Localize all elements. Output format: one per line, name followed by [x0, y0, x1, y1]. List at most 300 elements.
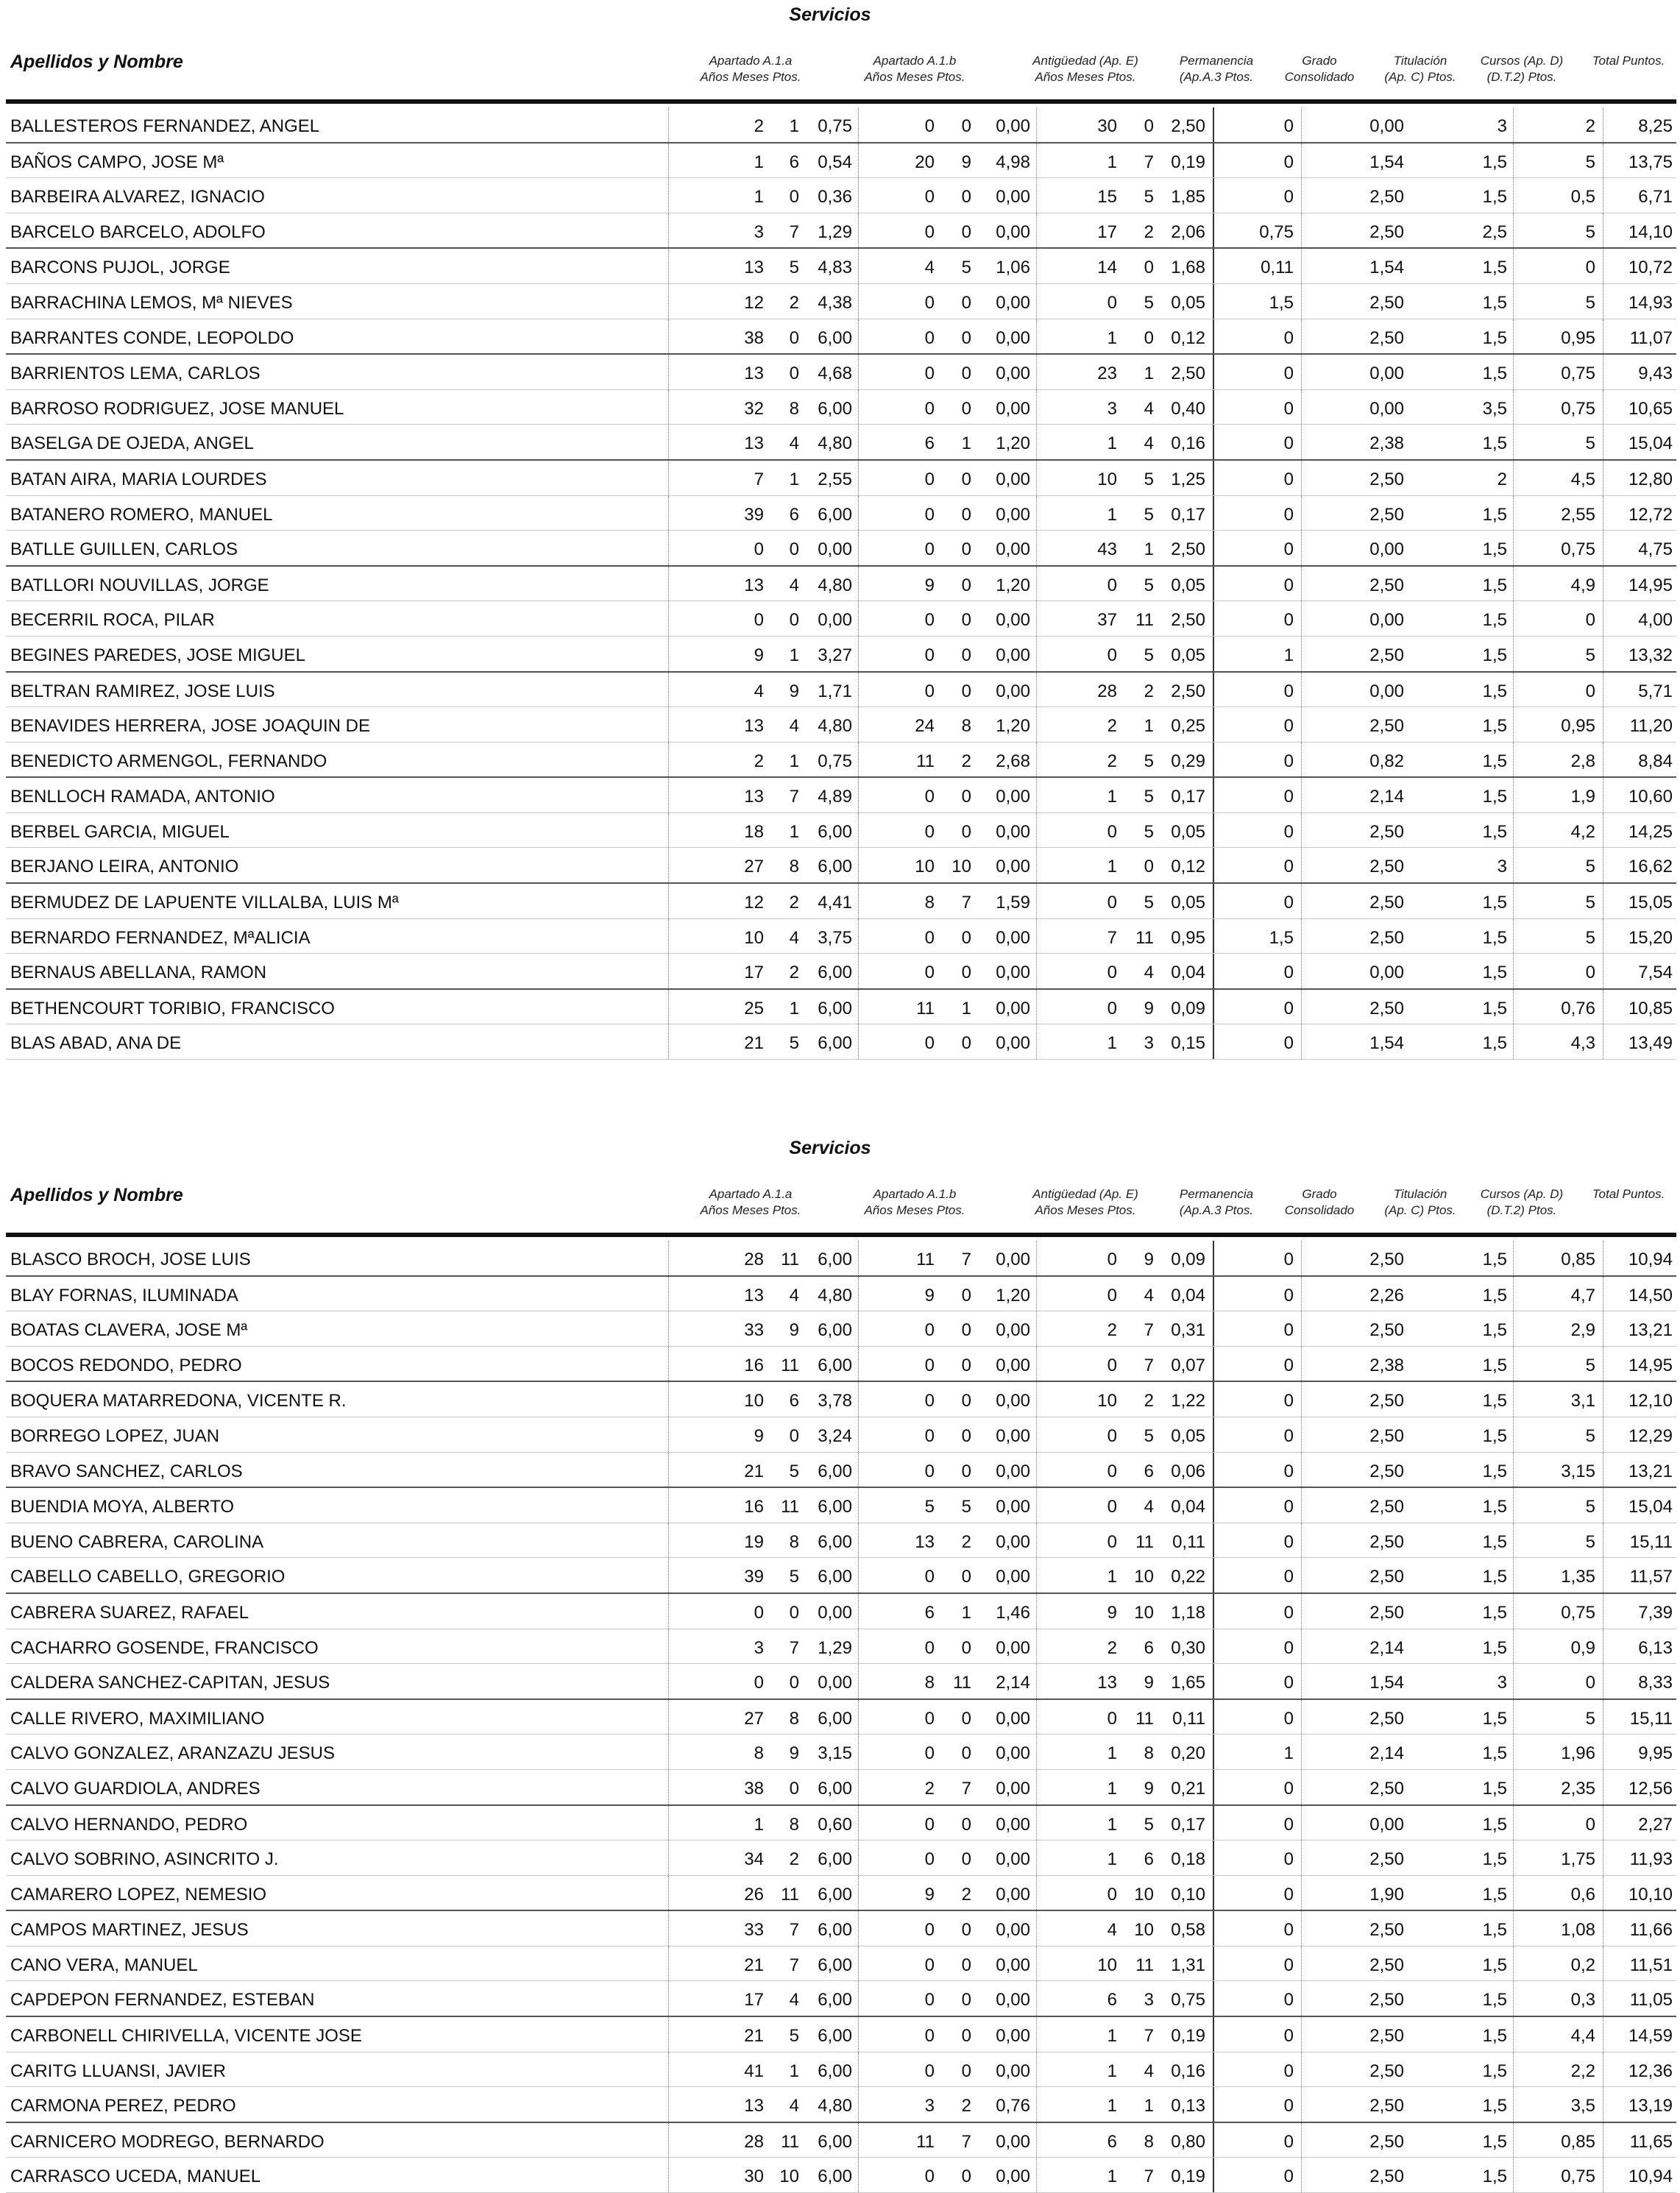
table-row — [6, 144, 1676, 179]
table-row — [6, 813, 1676, 848]
cell-a1a-points: 4,38 — [818, 292, 852, 313]
column-rule — [1301, 1382, 1302, 1417]
cell-total: 10,65 — [1628, 398, 1673, 419]
cell-titulacion: 1,5 — [1482, 1708, 1507, 1729]
column-rule — [1301, 319, 1302, 354]
column-rule — [1036, 743, 1037, 777]
cell-antig-months: 9 — [1144, 998, 1154, 1018]
column-rule — [1513, 1594, 1514, 1629]
cell-name: BORREGO LOPEZ, JUAN — [10, 1425, 220, 1446]
column-rule — [858, 919, 859, 954]
table-row — [6, 1453, 1676, 1489]
cell-antig-points: 0,58 — [1171, 1920, 1205, 1941]
column-rule — [1213, 213, 1214, 248]
cell-a1a-points: 6,00 — [818, 1567, 852, 1587]
cell-permanencia: 0 — [1283, 187, 1294, 208]
column-rule — [668, 425, 669, 459]
column-rule — [1513, 178, 1514, 213]
table-row — [6, 1311, 1676, 1347]
cell-a1a-years: 16 — [744, 1355, 764, 1375]
cell-a1b-years: 24 — [915, 716, 935, 737]
cell-antig-years: 17 — [1097, 222, 1117, 242]
column-rule — [668, 637, 669, 671]
column-rule — [668, 355, 669, 389]
column-rule — [1036, 1277, 1037, 1311]
cell-cursos: 5 — [1585, 1355, 1595, 1375]
cell-a1a-months: 9 — [789, 1743, 799, 1764]
cell-a1b-years: 0 — [924, 292, 935, 313]
column-rule — [1213, 425, 1214, 459]
column-rule — [1213, 1981, 1214, 2016]
column-rule — [668, 778, 669, 812]
column-rule — [1213, 355, 1214, 389]
cell-name: CALVO GONZALEZ, ARANZAZU JESUS — [10, 1743, 335, 1764]
cell-total: 8,84 — [1638, 751, 1673, 771]
cell-antig-years: 37 — [1097, 610, 1117, 631]
column-rule — [1213, 144, 1214, 178]
table-row — [6, 355, 1676, 390]
cell-a1b-years: 8 — [924, 893, 935, 913]
cell-a1a-years: 10 — [744, 1391, 764, 1411]
cell-titulacion: 1,5 — [1482, 1355, 1507, 1375]
cell-total: 6,13 — [1638, 1637, 1673, 1658]
cell-total: 11,20 — [1629, 716, 1673, 737]
table-row — [6, 2158, 1676, 2193]
column-rule — [1301, 1241, 1302, 1275]
cell-antig-months: 0 — [1144, 327, 1154, 348]
cell-total: 14,95 — [1628, 1355, 1673, 1375]
cell-permanencia: 0 — [1283, 1673, 1294, 1693]
cell-a1a-years: 21 — [744, 1033, 764, 1054]
cell-a1a-years: 13 — [744, 1285, 764, 1305]
header-name: Apellidos y Nombre — [10, 1185, 183, 1205]
cell-a1a-years: 7 — [754, 469, 764, 489]
cell-grado: 2,50 — [1369, 1531, 1404, 1552]
column-rule — [1036, 496, 1037, 531]
cell-name: BALLESTEROS FERNANDEZ, ANGEL — [10, 116, 320, 136]
cell-a1a-months: 0 — [789, 327, 799, 348]
cell-a1b-years: 0 — [924, 1461, 935, 1481]
cell-grado: 2,50 — [1369, 645, 1404, 665]
cell-total: 15,11 — [1629, 1708, 1673, 1729]
cell-total: 8,33 — [1638, 1673, 1673, 1693]
cell-titulacion: 1,5 — [1482, 1391, 1507, 1411]
cell-a1b-years: 11 — [916, 751, 935, 771]
table-row — [6, 284, 1676, 319]
cell-grado: 2,50 — [1369, 2026, 1404, 2047]
column-rule — [1036, 1911, 1037, 1946]
column-rule — [1301, 1417, 1302, 1452]
cell-titulacion: 1,5 — [1482, 1602, 1507, 1623]
cell-antig-years: 0 — [1107, 1355, 1117, 1375]
column-rule — [1513, 601, 1514, 636]
column-rule — [1513, 1311, 1514, 1346]
cell-a1a-months: 0 — [789, 539, 799, 560]
cell-grado: 2,50 — [1369, 327, 1404, 348]
column-rule — [1301, 496, 1302, 531]
column-rule — [1301, 990, 1302, 1024]
column-rule — [1513, 1806, 1514, 1841]
column-rule — [1213, 2017, 1214, 2052]
cell-antig-months: 8 — [1144, 1743, 1154, 1764]
column-rule — [1213, 1523, 1214, 1558]
cell-titulacion: 1,5 — [1482, 433, 1507, 454]
column-rule — [668, 884, 669, 918]
cell-antig-years: 0 — [1107, 645, 1117, 665]
cell-antig-months: 11 — [1135, 1708, 1154, 1729]
cell-permanencia: 0 — [1283, 1955, 1294, 1975]
column-rule — [1513, 284, 1514, 319]
column-rule — [1301, 425, 1302, 459]
column-rule — [1036, 1946, 1037, 1981]
column-rule — [1213, 1277, 1214, 1311]
column-rule — [1513, 496, 1514, 531]
column-rule — [858, 1735, 859, 1769]
cell-titulacion: 1,5 — [1482, 1778, 1507, 1799]
cell-cursos: 1,96 — [1561, 1743, 1595, 1764]
column-rule — [858, 884, 859, 918]
cell-a1a-years: 2 — [754, 116, 764, 136]
column-rule — [668, 601, 669, 636]
cell-a1b-points: 0,00 — [996, 398, 1030, 419]
cell-name: CARNICERO MODREGO, BERNARDO — [10, 2131, 325, 2152]
cell-name: CALVO HERNANDO, PEDRO — [10, 1814, 248, 1835]
column-rule — [858, 1523, 859, 1558]
cell-a1a-years: 9 — [754, 1425, 764, 1446]
cell-total: 9,43 — [1638, 364, 1673, 384]
column-rule — [1513, 2087, 1514, 2122]
cell-name: BLAS ABAD, ANA DE — [10, 1033, 182, 1054]
column-rule — [1213, 249, 1214, 283]
column-rule — [1513, 1981, 1514, 2016]
column-rule — [1036, 107, 1037, 142]
column-rule — [1301, 1629, 1302, 1664]
cell-a1a-years: 34 — [744, 1849, 764, 1870]
column-rule — [858, 213, 859, 248]
column-rule — [1036, 1629, 1037, 1664]
cell-cursos: 0,75 — [1561, 1602, 1595, 1623]
cell-a1b-months: 2 — [961, 2096, 971, 2116]
cell-a1a-months: 4 — [789, 2096, 799, 2116]
cell-cursos: 5 — [1585, 1531, 1595, 1552]
cell-antig-points: 2,50 — [1171, 539, 1205, 560]
cell-a1a-months: 2 — [789, 893, 799, 913]
cell-a1a-months: 10 — [779, 2167, 799, 2187]
column-rule — [668, 1594, 669, 1629]
cell-grado: 0,00 — [1369, 398, 1404, 419]
column-rule — [858, 461, 859, 495]
cell-titulacion: 1,5 — [1482, 364, 1507, 384]
cell-a1b-months: 11 — [953, 1673, 971, 1693]
column-rule — [1036, 673, 1037, 707]
column-rule — [1036, 144, 1037, 178]
cell-a1a-months: 2 — [789, 1849, 799, 1870]
cell-cursos: 0,5 — [1570, 187, 1595, 208]
cell-name: BETHENCOURT TORIBIO, FRANCISCO — [10, 998, 335, 1018]
cell-a1b-months: 0 — [961, 327, 971, 348]
header-grado: Grado Consolidado — [1284, 54, 1355, 84]
column-rule — [1301, 144, 1302, 178]
cell-a1b-points: 0,00 — [996, 1708, 1030, 1729]
cell-antig-months: 11 — [1135, 927, 1154, 948]
cell-a1b-points: 0,00 — [996, 292, 1030, 313]
cell-a1b-months: 0 — [961, 292, 971, 313]
column-rule — [858, 813, 859, 848]
cell-antig-months: 5 — [1144, 469, 1154, 489]
cell-antig-points: 1,18 — [1171, 1602, 1205, 1623]
table-row — [6, 1806, 1676, 1841]
cell-permanencia: 1 — [1283, 645, 1294, 665]
cell-a1a-points: 0,00 — [818, 610, 852, 631]
column-rule — [1513, 990, 1514, 1024]
cell-permanencia: 0 — [1283, 1920, 1294, 1941]
column-rule — [1036, 1700, 1037, 1735]
cell-a1a-years: 13 — [744, 364, 764, 384]
column-rule — [1513, 1523, 1514, 1558]
cell-a1a-points: 4,41 — [818, 893, 852, 913]
cell-antig-years: 1 — [1107, 1814, 1117, 1835]
column-rule — [1036, 1770, 1037, 1804]
cell-grado: 2,50 — [1369, 893, 1404, 913]
section-title: Servicios — [789, 1138, 871, 1158]
cell-total: 11,05 — [1629, 1990, 1673, 2010]
cell-antig-points: 0,13 — [1171, 2096, 1205, 2116]
cell-antig-months: 5 — [1144, 645, 1154, 665]
cell-titulacion: 1,5 — [1482, 152, 1507, 172]
table-row — [6, 2123, 1676, 2158]
table-row — [6, 673, 1676, 708]
cell-antig-months: 5 — [1144, 575, 1154, 595]
cell-a1a-years: 30 — [744, 2167, 764, 2187]
column-rule — [668, 567, 669, 601]
column-rule — [1036, 1417, 1037, 1452]
cell-antig-points: 0,04 — [1171, 963, 1205, 983]
cell-antig-points: 0,19 — [1171, 2026, 1205, 2047]
cell-titulacion: 1,5 — [1482, 1531, 1507, 1552]
cell-antig-years: 2 — [1107, 751, 1117, 771]
cell-total: 11,07 — [1629, 327, 1673, 348]
cell-name: BECERRIL ROCA, PILAR — [10, 610, 215, 631]
cell-a1a-points: 6,00 — [818, 1849, 852, 1870]
cell-titulacion: 1,5 — [1482, 504, 1507, 525]
column-rule — [858, 1024, 859, 1059]
cell-permanencia: 0 — [1283, 116, 1294, 136]
cell-a1b-points: 0,00 — [996, 1955, 1030, 1975]
column-rule — [1036, 884, 1037, 918]
column-rule — [1301, 390, 1302, 425]
cell-a1a-months: 1 — [789, 998, 799, 1018]
cell-titulacion: 1,5 — [1482, 539, 1507, 560]
column-rule — [1301, 1664, 1302, 1698]
cell-name: BARCONS PUJOL, JORGE — [10, 258, 230, 278]
cell-antig-years: 9 — [1107, 1602, 1117, 1623]
cell-antig-years: 0 — [1107, 1461, 1117, 1481]
column-rule — [858, 144, 859, 178]
cell-antig-months: 1 — [1144, 364, 1154, 384]
cell-a1a-months: 2 — [789, 963, 799, 983]
table-row — [6, 1735, 1676, 1770]
cell-a1b-years: 11 — [916, 1250, 935, 1269]
cell-a1a-points: 0,36 — [818, 187, 852, 208]
cell-total: 7,54 — [1638, 963, 1673, 983]
cell-cursos: 0,75 — [1561, 364, 1595, 384]
cell-titulacion: 1,5 — [1482, 998, 1507, 1018]
cell-antig-points: 0,16 — [1171, 2061, 1205, 2081]
cell-a1b-years: 0 — [924, 539, 935, 560]
column-rule — [1513, 107, 1514, 142]
cell-antig-years: 15 — [1097, 187, 1117, 208]
column-rule — [668, 319, 669, 354]
column-rule — [1513, 2123, 1514, 2158]
cell-a1a-months: 5 — [789, 1461, 799, 1481]
column-rule — [668, 919, 669, 954]
cell-antig-months: 0 — [1144, 857, 1154, 877]
cell-permanencia: 0 — [1283, 1884, 1294, 1905]
cell-a1b-points: 0,00 — [996, 469, 1030, 489]
cell-a1b-months: 7 — [961, 893, 971, 913]
cell-a1a-points: 3,75 — [818, 927, 852, 948]
column-rule — [858, 1241, 859, 1275]
column-rule — [668, 249, 669, 283]
cell-a1b-months: 2 — [961, 751, 971, 771]
column-rule — [858, 1629, 859, 1664]
cell-a1a-months: 11 — [781, 1250, 799, 1269]
cell-a1b-points: 1,59 — [996, 893, 1030, 913]
column-rule — [1513, 461, 1514, 495]
table-body — [6, 1241, 1676, 2193]
cell-a1b-months: 0 — [961, 1285, 971, 1305]
column-rule — [1301, 1453, 1302, 1487]
cell-name: BERMUDEZ DE LAPUENTE VILLALBA, LUIS Mª — [10, 893, 399, 913]
cell-cursos: 1,9 — [1570, 787, 1595, 807]
cell-cursos: 2 — [1585, 116, 1595, 136]
column-rule — [1213, 919, 1214, 954]
cell-antig-points: 0,17 — [1171, 787, 1205, 807]
cell-name: BRAVO SANCHEZ, CARLOS — [10, 1461, 243, 1481]
cell-a1a-years: 18 — [744, 821, 764, 842]
cell-a1a-months: 11 — [781, 2131, 799, 2152]
column-rule — [1301, 1841, 1302, 1875]
column-rule — [1513, 1700, 1514, 1735]
cell-antig-points: 2,06 — [1171, 222, 1205, 242]
cell-antig-years: 0 — [1107, 1250, 1117, 1269]
cell-antig-points: 1,68 — [1171, 258, 1205, 278]
table-section-1 — [6, 0, 1676, 1054]
cell-cursos: 4,9 — [1570, 575, 1595, 595]
cell-grado: 2,50 — [1369, 1708, 1404, 1729]
column-rule — [668, 813, 669, 848]
cell-a1a-months: 6 — [789, 504, 799, 525]
column-rule — [1036, 2123, 1037, 2158]
cell-cursos: 0,9 — [1570, 1637, 1595, 1658]
cell-a1b-years: 2 — [924, 1778, 935, 1799]
cell-a1b-months: 0 — [961, 187, 971, 208]
cell-cursos: 5 — [1585, 927, 1595, 948]
cell-a1a-months: 7 — [789, 787, 799, 807]
cell-antig-months: 3 — [1144, 1033, 1154, 1054]
cell-grado: 0,00 — [1369, 610, 1404, 631]
column-rule — [1213, 1664, 1214, 1698]
cell-a1a-years: 17 — [744, 1990, 764, 2010]
column-rule — [1036, 531, 1037, 565]
column-rule — [1301, 1700, 1302, 1735]
cell-antig-months: 6 — [1144, 1461, 1154, 1481]
cell-titulacion: 1,5 — [1482, 258, 1507, 278]
cell-titulacion: 3 — [1497, 1673, 1507, 1693]
cell-antig-points: 0,40 — [1171, 398, 1205, 419]
table-row — [6, 1629, 1676, 1665]
column-rule — [1513, 1841, 1514, 1875]
cell-name: BOATAS CLAVERA, JOSE Mª — [10, 1320, 248, 1341]
header-cursos: Cursos (Ap. D) (D.T.2) Ptos. — [1480, 1187, 1564, 1217]
column-rule — [1213, 1806, 1214, 1841]
cell-a1b-points: 1,20 — [996, 1285, 1030, 1305]
cell-name: BAÑOS CAMPO, JOSE Mª — [10, 152, 224, 172]
column-rule — [1513, 919, 1514, 954]
cell-name: BLASCO BROCH, JOSE LUIS — [10, 1250, 251, 1269]
cell-a1b-years: 0 — [924, 1567, 935, 1587]
cell-a1a-years: 39 — [744, 1567, 764, 1587]
cell-cursos: 0,6 — [1570, 1884, 1595, 1905]
column-rule — [1301, 107, 1302, 142]
column-rule — [668, 990, 669, 1024]
cell-antig-years: 0 — [1107, 1884, 1117, 1905]
column-rule — [668, 1700, 669, 1735]
cell-cursos: 4,2 — [1570, 821, 1595, 842]
column-rule — [1513, 213, 1514, 248]
cell-permanencia: 0 — [1283, 1567, 1294, 1587]
cell-a1b-points: 0,00 — [996, 1990, 1030, 2010]
column-rule — [668, 707, 669, 742]
cell-total: 12,80 — [1628, 469, 1673, 489]
cell-a1b-years: 0 — [924, 116, 935, 136]
column-rule — [1301, 1806, 1302, 1841]
cell-titulacion: 3 — [1497, 857, 1507, 877]
cell-cursos: 5 — [1585, 1425, 1595, 1446]
cell-cursos: 0,95 — [1561, 327, 1595, 348]
column-rule — [1036, 461, 1037, 495]
cell-a1a-points: 6,00 — [818, 398, 852, 419]
column-rule — [668, 1629, 669, 1664]
column-rule — [1036, 1311, 1037, 1346]
table-section-2 — [6, 1133, 1676, 2187]
cell-a1b-months: 0 — [961, 222, 971, 242]
cell-permanencia: 0 — [1283, 433, 1294, 454]
cell-total: 14,25 — [1628, 821, 1673, 842]
table-row — [6, 496, 1676, 531]
cell-a1a-years: 8 — [754, 1743, 764, 1764]
cell-antig-points: 0,16 — [1171, 433, 1205, 454]
cell-antig-years: 0 — [1107, 1425, 1117, 1446]
column-rule — [1036, 2087, 1037, 2122]
cell-titulacion: 1,5 — [1482, 2131, 1507, 2152]
cell-antig-years: 1 — [1107, 857, 1117, 877]
cell-titulacion: 1,5 — [1482, 1884, 1507, 1905]
column-rule — [1513, 1770, 1514, 1804]
cell-a1a-years: 28 — [744, 2131, 764, 2152]
cell-antig-years: 10 — [1097, 469, 1117, 489]
column-rule — [1213, 496, 1214, 531]
column-rule — [668, 1946, 669, 1981]
cell-antig-points: 1,85 — [1171, 187, 1205, 208]
cell-a1b-points: 0,00 — [996, 1461, 1030, 1481]
cell-antig-years: 43 — [1097, 539, 1117, 560]
column-rule — [668, 213, 669, 248]
cell-a1a-points: 4,80 — [818, 2096, 852, 2116]
column-rule — [1513, 1277, 1514, 1311]
cell-permanencia: 0 — [1283, 2167, 1294, 2187]
table-row — [6, 213, 1676, 249]
